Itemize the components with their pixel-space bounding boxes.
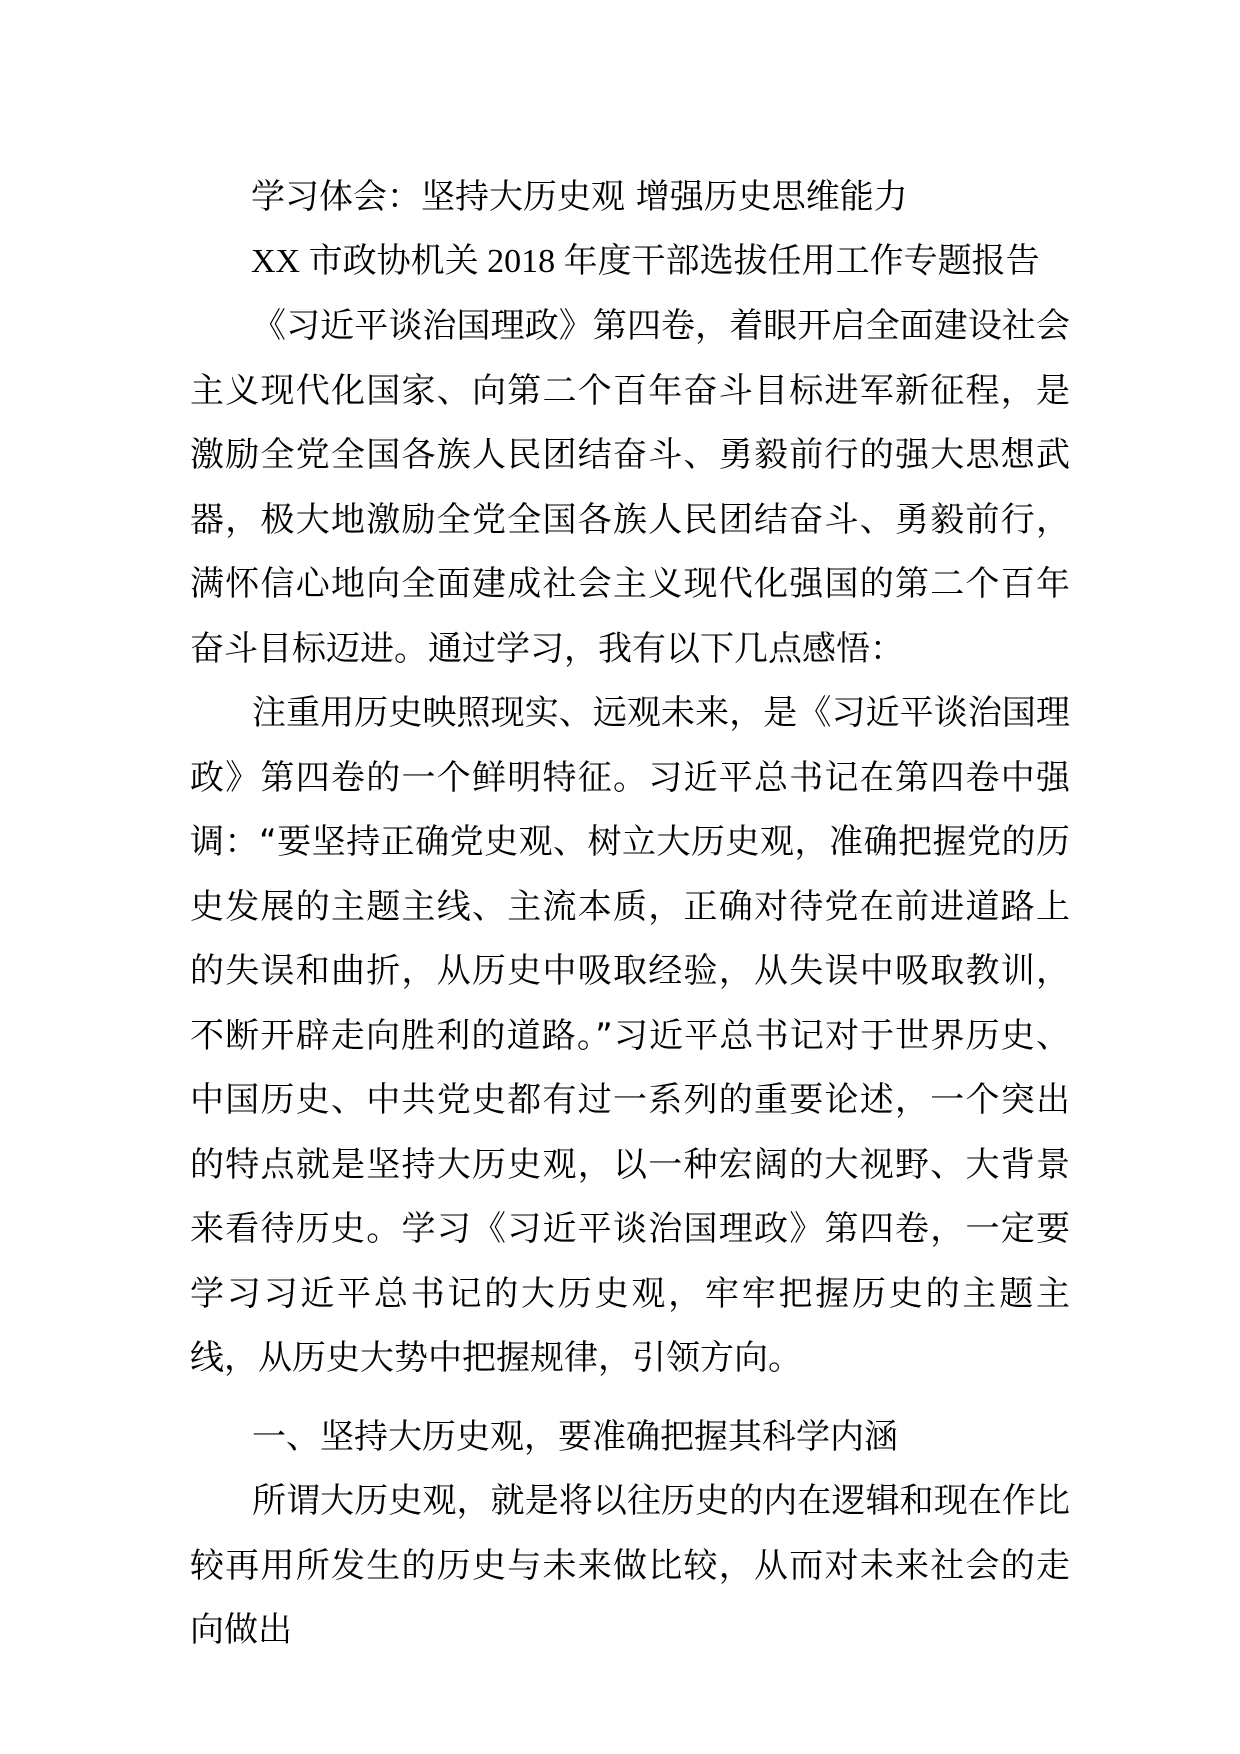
body-paragraph: 注重用历史映照现实、远观未来，是《习近平谈治国理政》第四卷的一个鲜明特征。习近平总书记在第四卷中强调：“要坚持正确党史观、树立大历史观，准确把握党的历史发展的主题主线、主流本质，正确对待党在前进道路上的失误和曲折，从历史中吸取经验，从失误中吸取教训，不断开辟走向胜利的道路。”习近平总书记对于世界历史、中国历史、中共党史都有过一系列的重要论述，一个突出的特点就是坚持大历史观，以一种宏阔的大视野、大背景来看待历史。学习《习近平谈治国理政》第四卷，一定要学习习近平总书记的大历史观，牢牢把握历史的主题主线，从历史大势中把握规律，引领方向。 <box>190 693 1070 1378</box>
document-subtitle: XX 市政协机关 2018 年度干部选拔任用工作专题报告 <box>251 242 1040 280</box>
section-paragraph: 所谓大历史观，就是将以往历史的内在逻辑和现在作比较再用所发生的历史与未来做比较，从而对未来社会的走向做出 <box>190 1481 1070 1650</box>
document-body <box>190 165 1070 1663</box>
section-heading: 一、坚持大历史观，要准确把握其科学内涵 <box>252 1416 898 1457</box>
document-title: 学习体会：坚持大历史观 增强历史思维能力 <box>251 177 908 217</box>
intro-paragraph: 《习近平谈治国理政》第四卷，着眼开启全面建设社会主义现代化国家、向第二个百年奋斗目标进军新征程，是激励全党全国各族人民团结奋斗、勇毅前行的强大思想武器，极大地激励全党全国各族人民团结奋斗、勇毅前行，满怀信心地向全面建成社会主义现代化强国的第二个百年奋斗目标迈进。通过学习，我有以下几点感悟： <box>190 306 1070 669</box>
